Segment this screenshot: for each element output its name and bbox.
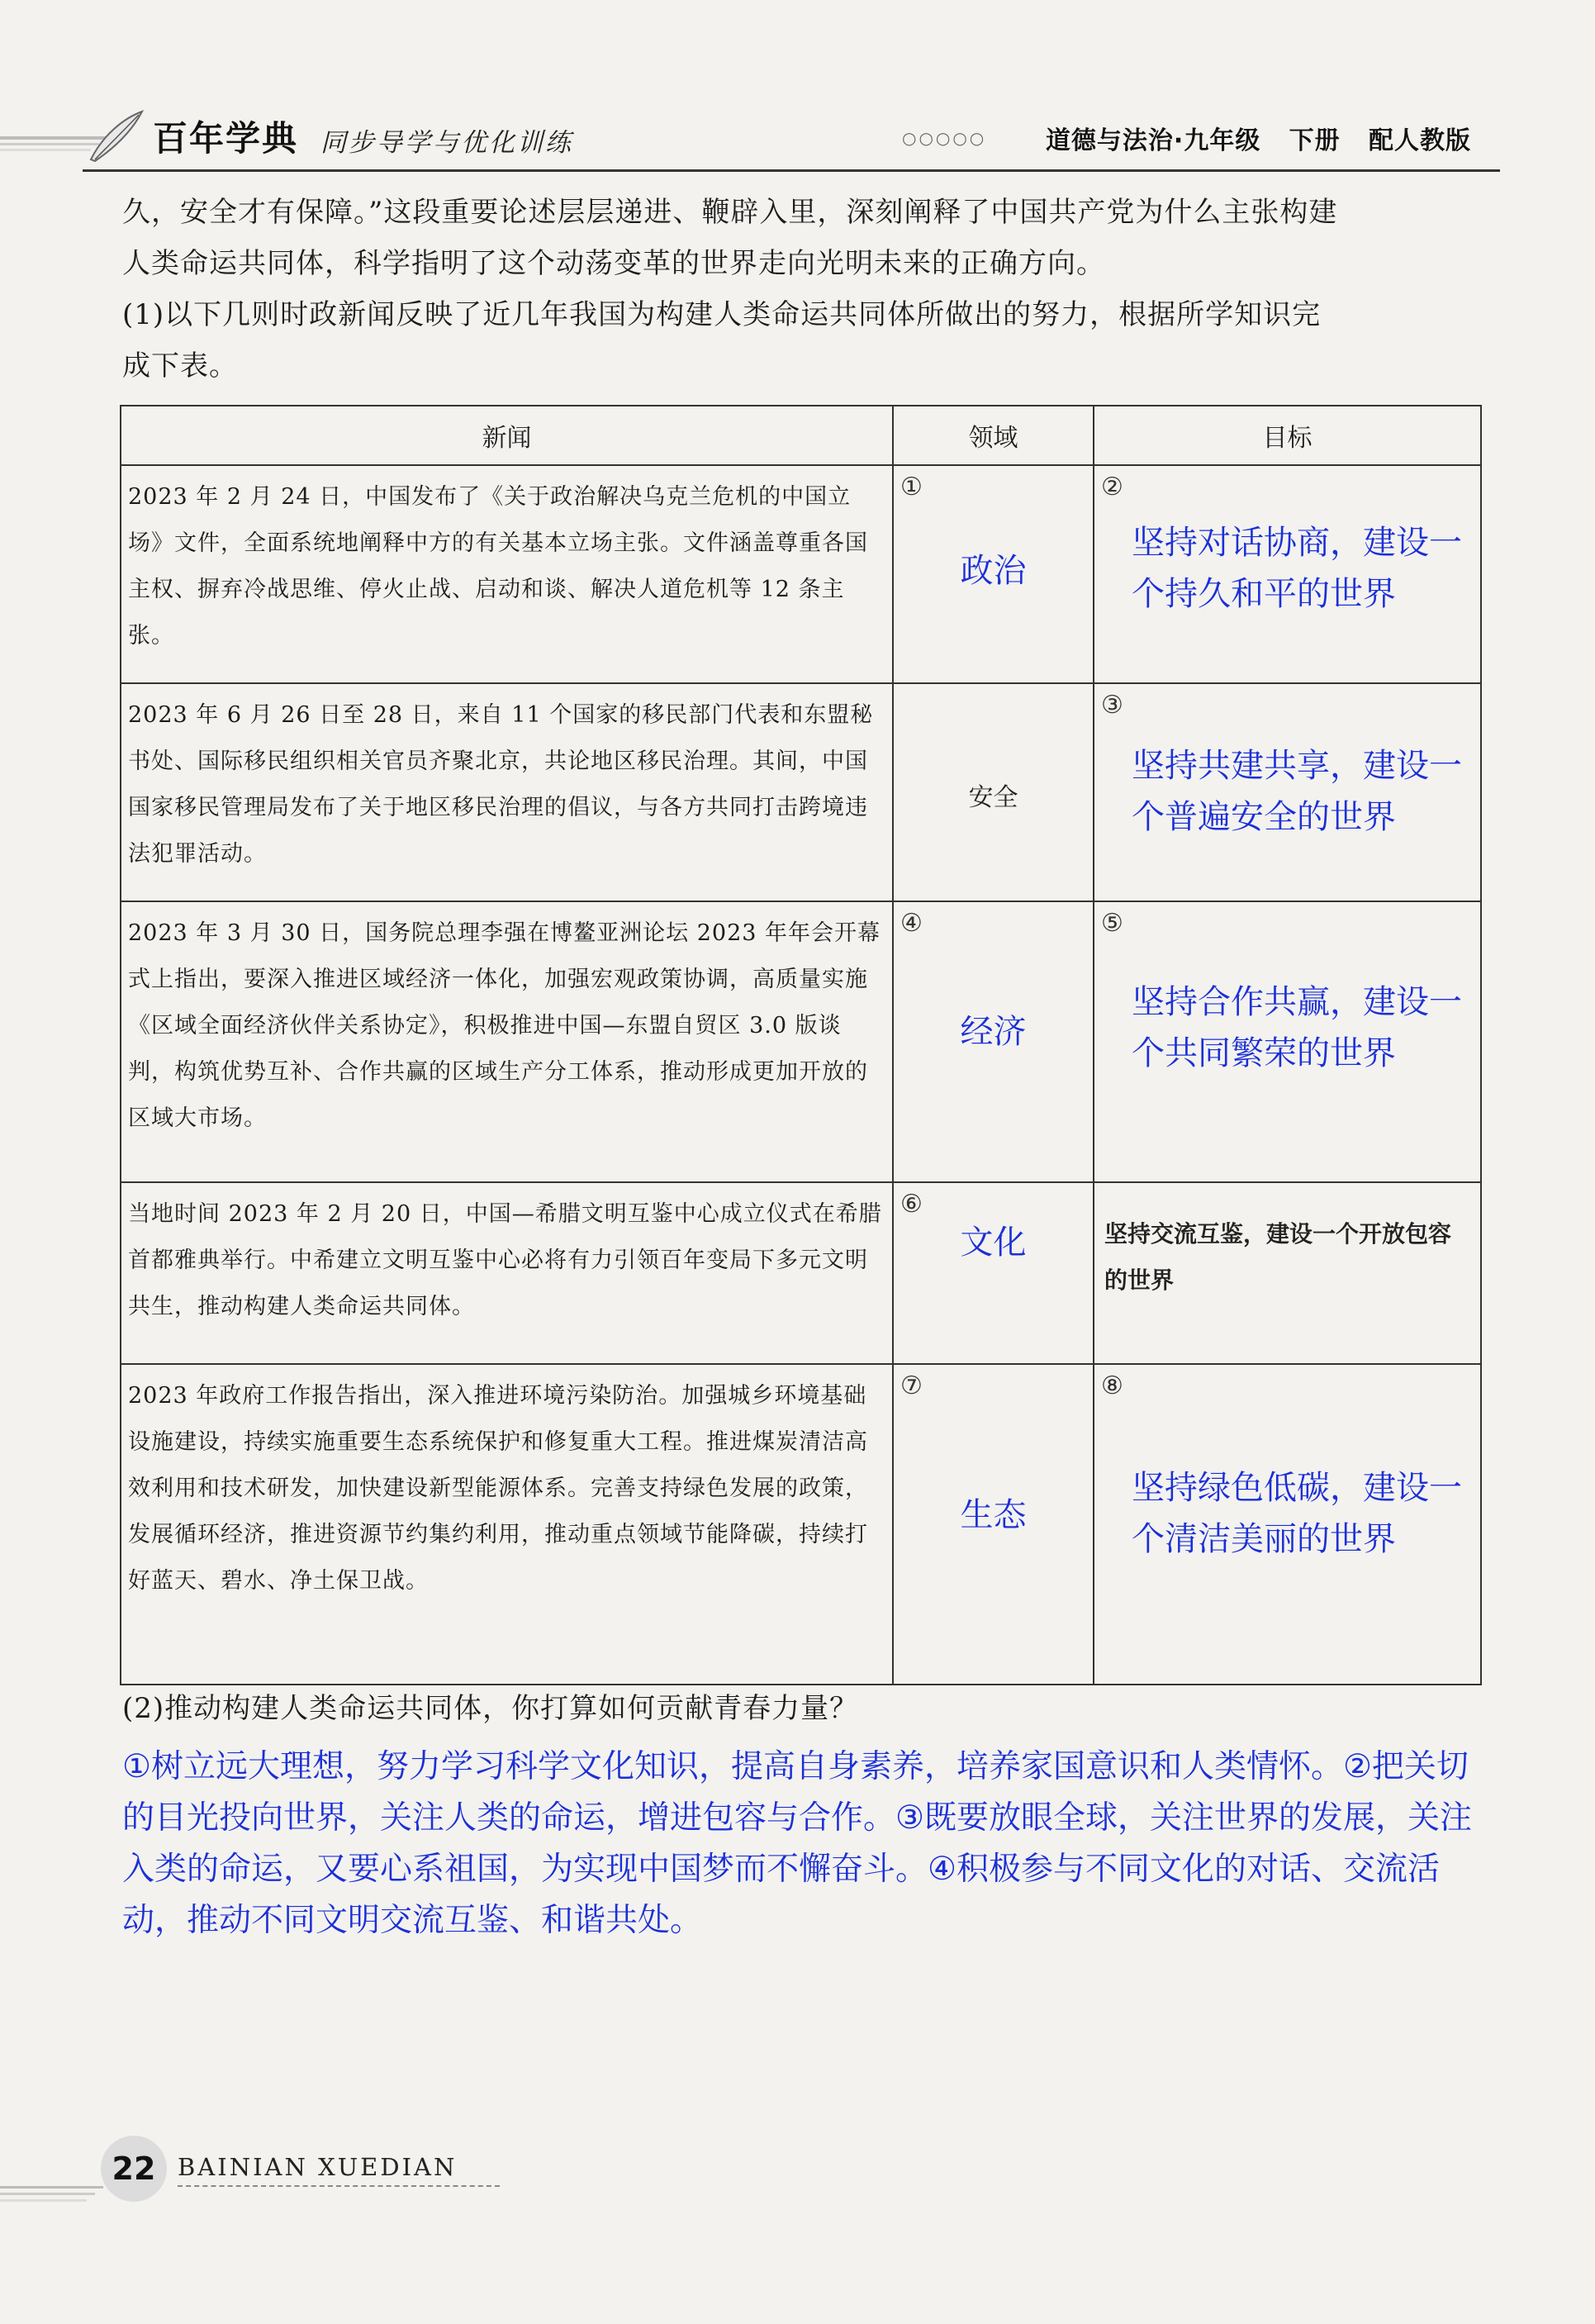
news-table bbox=[120, 405, 1482, 1685]
goal-answer: 坚持共建共享，建设一个普遍安全的世界 bbox=[1132, 747, 1462, 836]
table-row bbox=[121, 465, 1481, 683]
page-number: 22 bbox=[101, 2136, 167, 2202]
field-answer: 经济 bbox=[960, 1013, 1027, 1051]
book-tagline: 同步导学与优化训练 bbox=[320, 128, 573, 158]
question-2-answer: ①树立远大理想，努力学习科学文化知识，提高自身素养，培养家国意识和人类情怀。②把关切的目光投向世界，关注人类的命运，增进包容与合作。③既要放眼全球，关注世界的发展，关注入类的命运，又要心系祖国，为实现中国梦而不懈奋斗。④积极参与不同文化的对话、交流活动，推动不同文明交流互鉴、和谐共处。 bbox=[122, 1748, 1472, 1939]
news-cell: 2023 年 6 月 26 日至 28 日，来自 11 个国家的移民部门代表和东盟秘书处、国际移民组织相关官员齐聚北京，共论地区移民治理。其间，中国国家移民管理局发布了关于地区移民治理的倡议，与各方共同打击跨境违法犯罪活动。 bbox=[128, 702, 874, 867]
blank-number: ① bbox=[900, 473, 923, 501]
table-row bbox=[121, 1364, 1481, 1685]
quill-ornament-icon bbox=[0, 110, 145, 168]
intro-line-2: 人类命运共同体，科学指明了这个动荡变革的世界走向光明未来的正确方向。 bbox=[122, 247, 1105, 280]
header-goal: 目标 bbox=[1094, 406, 1481, 465]
news-cell: 2023 年 2 月 24 日，中国发布了《关于政治解决乌克兰危机的中国立场》文件，全面系统地阐释中方的有关基本立场主张。文件涵盖尊重各国主权、摒弃冷战思维、停火止战、启动和谈、解决人道危机等 12 条主张。 bbox=[128, 484, 868, 649]
field-answer: 生态 bbox=[960, 1496, 1027, 1534]
blank-number: ② bbox=[1101, 473, 1123, 501]
news-cell: 当地时间 2023 年 2 月 20 日，中国—希腊文明互鉴中心成立仪式在希腊首都雅典举行。中希建立文明互鉴中心必将有力引领百年变局下多元文明共生，推动构建人类命运共同体。 bbox=[128, 1201, 882, 1319]
field-answer: 政治 bbox=[960, 552, 1027, 590]
question-1-line-1: (1)以下几则时政新闻反映了近几年我国为构建人类命运共同体所做出的努力，根据所学知识完 bbox=[122, 298, 1322, 331]
news-cell: 2023 年政府工作报告指出，深入推进环境污染防治。加强城乡环境基础设施建设，持续实施重要生态系统保护和修复重大工程。推进煤炭清洁高效利用和技术研发，加快建设新型能源体系。完善支持绿色发展的政策，发展循环经济，推进资源节约集约利用，推动重点领域节能降碳，持续打好蓝天、碧水、净土保卫战。 bbox=[128, 1383, 868, 1594]
table-header-row bbox=[121, 406, 1481, 465]
blank-number: ⑥ bbox=[900, 1190, 923, 1219]
blank-number: ⑤ bbox=[1101, 909, 1123, 938]
table-row bbox=[121, 1182, 1481, 1364]
goal-answer: 坚持对话协商，建设一个持久和平的世界 bbox=[1132, 524, 1462, 613]
blank-number: ③ bbox=[1101, 691, 1123, 720]
news-cell: 2023 年 3 月 30 日，国务院总理李强在博鳌亚洲论坛 2023 年年会开幕式上指出，要深入推进区域经济一体化，加强宏观政策协调，高质量实施《区域全面经济伙伴关系协定》，积极推进中国—东盟自贸区 3.0 版谈判，构筑优势互补、合作共赢的区域生产分工体系，推动形成更加开放的区域大市场。 bbox=[128, 920, 881, 1131]
header-rule bbox=[83, 169, 1500, 172]
question-1 bbox=[122, 289, 1477, 392]
table-row bbox=[121, 683, 1481, 901]
subject-info: 道德与法治·九年级 下册 配人教版 bbox=[1045, 126, 1471, 155]
goal-printed: 坚持交流互鉴，建设一个开放包容的世界 bbox=[1104, 1220, 1452, 1294]
header-news: 新闻 bbox=[121, 406, 893, 465]
question-2: (2)推动构建人类命运共同体，你打算如何贡献青春力量？ bbox=[122, 1692, 859, 1725]
book-brand: 百年学典 bbox=[153, 118, 299, 159]
footer-rule bbox=[178, 2185, 500, 2187]
field-answer: 文化 bbox=[960, 1224, 1027, 1262]
blank-number: ⑦ bbox=[900, 1371, 923, 1400]
goal-answer: 坚持合作共赢，建设一个共同繁荣的世界 bbox=[1132, 983, 1462, 1072]
header-field: 领域 bbox=[893, 406, 1094, 465]
intro-line-1: 久，安全才有保障。”这段重要论述层层递进、鞭辟入里，深刻阐释了中国共产党为什么主张构建 bbox=[122, 196, 1338, 229]
page-header bbox=[0, 87, 1595, 178]
blank-number: ④ bbox=[900, 909, 923, 938]
field-printed: 安全 bbox=[968, 783, 1018, 812]
goal-answer: 坚持绿色低碳，建设一个清洁美丽的世界 bbox=[1132, 1469, 1462, 1558]
header-dots: ○○○○○ bbox=[902, 128, 987, 148]
footer-stripes-icon bbox=[0, 2181, 116, 2214]
blank-number: ⑧ bbox=[1101, 1371, 1123, 1400]
intro-paragraph bbox=[122, 187, 1477, 289]
question-1-line-2: 成下表。 bbox=[122, 349, 238, 383]
footer-brand: BAINIAN XUEDIAN bbox=[178, 2153, 458, 2181]
table-row bbox=[121, 901, 1481, 1182]
